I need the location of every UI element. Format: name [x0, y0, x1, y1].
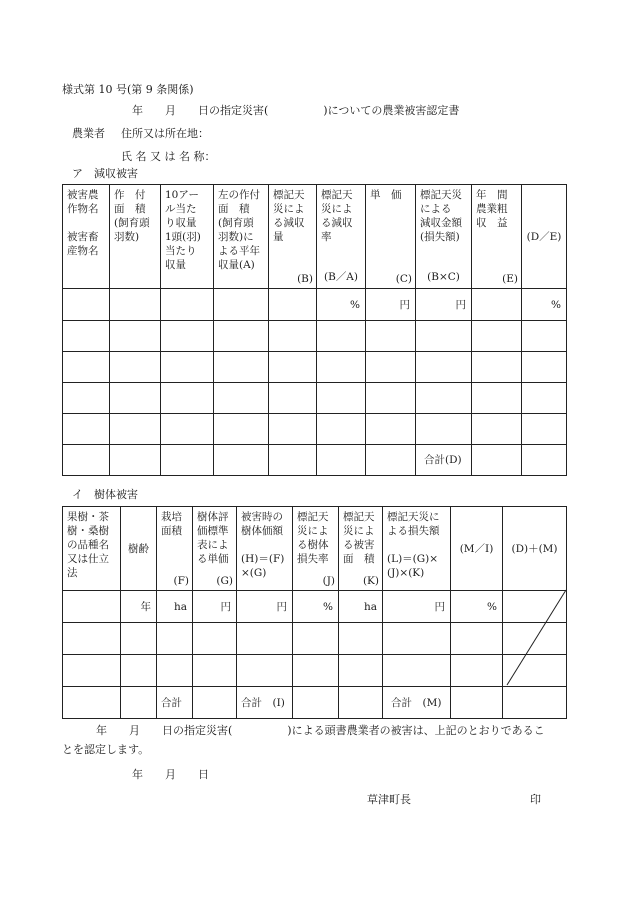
column-header-unit: (F): [173, 575, 189, 587]
unit-cell: %: [451, 591, 503, 623]
column-header-text: 10アー ル当た り収量 1頭(羽) 当たり 収量: [165, 189, 201, 271]
column-header-unit: (E): [502, 273, 518, 285]
unit-cell: %: [293, 591, 339, 623]
unit-cell: ha: [339, 591, 383, 623]
form-number: 様式第 10 号(第 9 条関係): [62, 83, 194, 96]
column-header-text: 年 間 農業粗 収 益: [476, 189, 508, 229]
unit-cell: 円: [237, 591, 293, 623]
column-header-unit: (C): [395, 273, 412, 285]
column-header-text: 果樹・茶 樹・桑樹 の品種名 又は仕立 法: [67, 511, 109, 579]
column-header-unit: (B／A): [324, 271, 358, 283]
unit-cell: 円: [416, 289, 472, 321]
section-b-heading: イ 樹体被害: [72, 488, 138, 501]
column-header-text: 標記天 災によ る樹体 損失率: [297, 511, 329, 565]
unit-cell: 円: [383, 591, 451, 623]
column-header-text: (M／I): [459, 542, 494, 555]
certification-line-1: 年 月 日の指定災害( )による頭書農業者の被害は、上記のとおりであるこ: [96, 724, 545, 737]
total-area-label: 合計: [157, 687, 193, 719]
unit-cell: 円: [366, 289, 416, 321]
column-header-text: (D)＋(M): [511, 542, 558, 555]
column-header-text: 栽培 面積: [161, 511, 182, 537]
seal-mark: 印: [530, 793, 541, 806]
column-header-text: 標記天災 による 減収金額 (損失額): [420, 189, 462, 243]
farmer-label: 農業者: [72, 127, 105, 140]
certification-line-2: とを認定します。: [62, 743, 150, 756]
column-header-text: 単 価: [370, 189, 402, 201]
column-header-unit: (K): [362, 575, 379, 587]
column-header-unit: (B×C): [427, 271, 460, 283]
column-header-unit: (G): [216, 575, 233, 587]
document-title: 年 月 日の指定災害( )についての農業被害認定書: [132, 104, 460, 117]
column-header-text: 標記天 災によ る被害 面 積: [343, 511, 375, 565]
name-label: 氏 名 又 は 名 称：: [121, 150, 216, 163]
unit-cell: %: [317, 289, 366, 321]
column-header-text: 左の作付 面 積 (飼育頭 羽数)に よる平年 収量(A): [218, 189, 260, 271]
unit-cell: 円: [193, 591, 237, 623]
certification-date: 年 月 日: [132, 768, 209, 781]
column-header-text: 標記天 災によ る減収 率: [321, 189, 353, 243]
column-header-text: 樹体評 価標準 表によ る単価: [197, 511, 229, 565]
unit-cell: %: [522, 289, 567, 321]
section-a-heading: ア 減収被害: [72, 167, 138, 180]
total-m-label: 合計 (M): [383, 687, 451, 719]
column-header-text: 被害農 作物名 被害畜 産物名: [67, 189, 99, 257]
issuer: 草津町長: [367, 793, 411, 806]
unit-cell: ha: [157, 591, 193, 623]
column-header-text: 作 付 面 積 (飼育頭 羽数): [114, 189, 150, 243]
total-d-label: 合計(D): [416, 445, 472, 476]
total-i-label: 合計 (I): [237, 687, 293, 719]
column-header-text: 被害時の 樹体価額 (H)＝(F) ×(G): [241, 511, 285, 579]
column-header-unit: (B): [297, 273, 313, 285]
address-label: 住所又は所在地：: [121, 127, 209, 140]
column-header-unit: (J): [322, 575, 335, 587]
column-header-text: 樹齢: [128, 542, 149, 555]
unit-cell: 年: [121, 591, 157, 623]
column-header-text: (D／E): [526, 230, 562, 243]
column-header-text: 標記天 災によ る減収 量: [273, 189, 305, 243]
column-header-text: 標記天災に よる損失額 (L)＝(G)× (J)×(K): [387, 511, 440, 579]
